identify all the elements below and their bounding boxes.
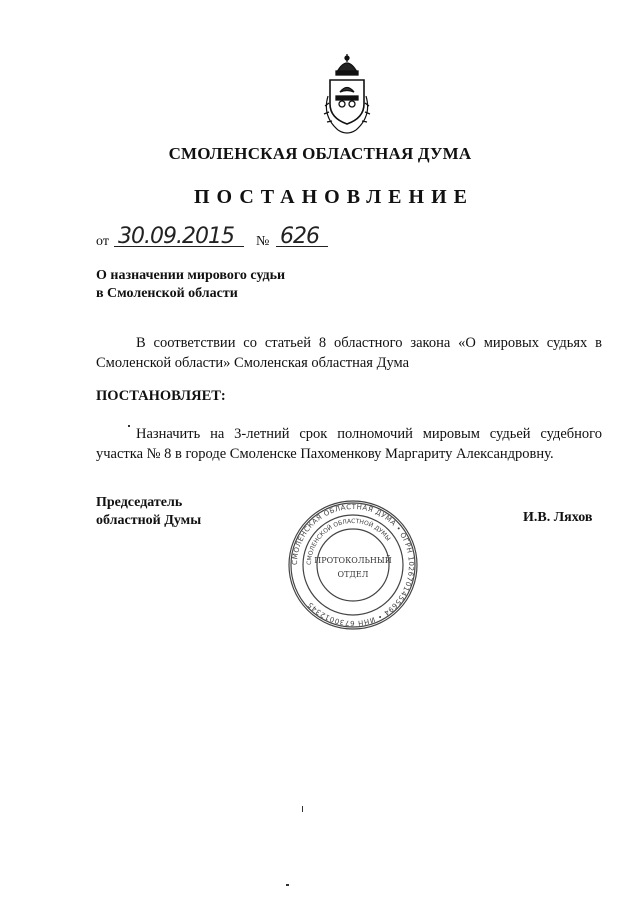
preamble-paragraph [96, 333, 602, 373]
coat-of-arms-emblem [320, 52, 374, 138]
organization-name: СМОЛЕНСКАЯ ОБЛАСТНАЯ ДУМА [168, 144, 472, 163]
signature-title-line-1: Председатель [96, 495, 183, 510]
stamp-inner-ring-text: СМОЛЕНСКОЙ ОБЛАСТНОЙ ДУМЫ [305, 517, 392, 566]
stamp-center-line-1: ПРОТОКОЛЬНЫЙ [314, 556, 392, 565]
resolution-text: Назначить на 3-летний срок полномочий мировым судьей судебного участка № 8 в городе Смоленске Пахоменкову Маргариту Александровну. [96, 426, 602, 462]
handwritten-date: 30.09.2015 [118, 224, 234, 249]
date-underline [114, 246, 244, 247]
signatory-name: И.В. Ляхов [523, 510, 593, 525]
resolution-paragraph [96, 424, 602, 464]
signature-title-line-2: областной Думы [96, 513, 202, 528]
stamp-center-line-2: ОТДЕЛ [337, 570, 369, 579]
number-sign: № [256, 234, 270, 249]
subject-line-2: в Смоленской области [96, 286, 238, 301]
scan-speck [286, 884, 289, 886]
handwritten-number: 626 [280, 224, 319, 249]
resolves-heading: ПОСТАНОВЛЯЕТ: [96, 388, 226, 404]
preamble-text: В соответствии со статьей 8 областного закона «О мировых судьях в Смоленской области» Смоленская областная Дума [96, 335, 602, 371]
document-type-title: ПОСТАНОВЛЕНИЕ [194, 186, 474, 208]
stamp-outer-ring-text: СМОЛЕНСКАЯ ОБЛАСТНАЯ ДУМА • ОГРН 1026701455694 • ИНН 6730012345 [290, 502, 416, 628]
number-underline [276, 246, 328, 247]
date-prefix: от [96, 234, 109, 249]
scan-speck [302, 806, 303, 812]
date-number-line [96, 226, 356, 250]
official-round-stamp [287, 499, 419, 631]
subject-line-1: О назначении мирового судьи [96, 268, 286, 283]
scan-speck [128, 425, 130, 427]
